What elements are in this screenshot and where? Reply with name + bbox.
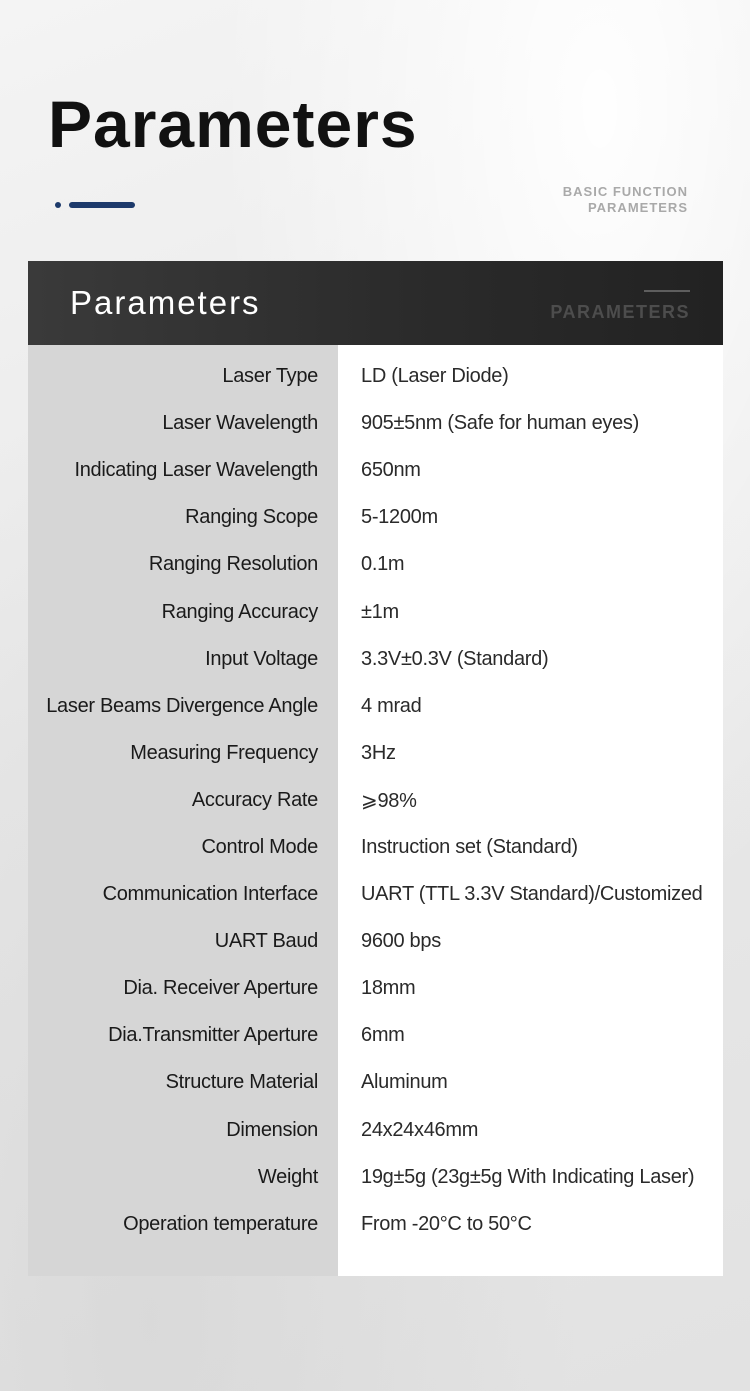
spec-label: Ranging Resolution xyxy=(148,553,318,576)
spec-value: 6mm xyxy=(361,1024,405,1047)
spec-value: ⩾98% xyxy=(361,789,417,812)
spec-row xyxy=(28,777,723,824)
spec-row xyxy=(28,1201,723,1248)
spec-label: Communication Interface xyxy=(102,883,318,906)
spec-row xyxy=(28,447,723,494)
panel-subtitle: PARAMETERS xyxy=(550,302,690,322)
spec-row xyxy=(28,400,723,447)
spec-value: 19g±5g (23g±5g With Indicating Laser) xyxy=(361,1165,695,1188)
spec-row xyxy=(28,636,723,683)
spec-label: Laser Beams Divergence Angle xyxy=(46,694,318,717)
spec-row xyxy=(28,353,723,400)
spec-row xyxy=(28,1012,723,1059)
spec-row xyxy=(28,683,723,730)
spec-label: Input Voltage xyxy=(205,647,318,670)
spec-row xyxy=(28,588,723,635)
spec-label: Control Mode xyxy=(201,835,318,858)
spec-label: Dia. Receiver Aperture xyxy=(123,977,318,1000)
spec-label: UART Baud xyxy=(214,930,318,953)
spec-value: 905±5nm (Safe for human eyes) xyxy=(361,412,639,435)
spec-value: 18mm xyxy=(361,977,416,1000)
spec-label: Indicating Laser Wavelength xyxy=(74,459,318,482)
spec-value: 24x24x46mm xyxy=(361,1118,479,1141)
spec-table xyxy=(28,345,723,1248)
section-subtitle xyxy=(563,184,688,216)
spec-row xyxy=(28,1154,723,1201)
spec-row xyxy=(28,965,723,1012)
page-title: Parameters xyxy=(48,87,418,161)
spec-label: Ranging Accuracy xyxy=(161,600,318,623)
spec-value: ±1m xyxy=(361,600,399,623)
spec-row xyxy=(28,730,723,777)
spec-row xyxy=(28,1059,723,1106)
spec-value: Instruction set (Standard) xyxy=(361,835,578,858)
panel-header-rule xyxy=(644,290,690,292)
spec-label: Operation temperature xyxy=(123,1212,318,1235)
section-subtitle-line-1: BASIC FUNCTION xyxy=(562,184,688,199)
spec-label: Accuracy Rate xyxy=(191,788,318,811)
spec-value: From -20°C to 50°C xyxy=(361,1212,532,1235)
spec-label: Ranging Scope xyxy=(185,506,318,529)
spec-row xyxy=(28,824,723,871)
spec-row xyxy=(28,494,723,541)
spec-label: Structure Material xyxy=(165,1071,318,1094)
spec-row xyxy=(28,541,723,588)
panel-title: Parameters xyxy=(70,284,261,321)
spec-label: Weight xyxy=(257,1165,318,1188)
spec-row xyxy=(28,1107,723,1154)
parameters-panel xyxy=(28,261,723,1276)
spec-value: LD (Laser Diode) xyxy=(361,365,509,388)
spec-value: 4 mrad xyxy=(361,694,422,717)
spec-value: 3.3V±0.3V (Standard) xyxy=(361,647,549,670)
spec-value: UART (TTL 3.3V Standard)/Customized xyxy=(361,883,703,906)
spec-label: Laser Type xyxy=(222,365,318,388)
spec-label: Dimension xyxy=(226,1118,318,1141)
panel-header xyxy=(28,261,723,345)
spec-value: 3Hz xyxy=(361,741,396,764)
section-subtitle-line-2: PARAMETERS xyxy=(587,200,688,215)
spec-value: 5-1200m xyxy=(361,506,438,529)
accent-line xyxy=(69,202,135,208)
spec-row xyxy=(28,871,723,918)
spec-label: Dia.Transmitter Aperture xyxy=(108,1024,318,1047)
spec-value: Aluminum xyxy=(361,1071,448,1094)
spec-label: Laser Wavelength xyxy=(162,412,318,435)
spec-value: 0.1m xyxy=(361,553,405,576)
spec-value: 9600 bps xyxy=(361,930,441,953)
spec-row xyxy=(28,918,723,965)
spec-label: Measuring Frequency xyxy=(130,741,318,764)
spec-value: 650nm xyxy=(361,459,421,482)
accent-dot xyxy=(55,202,61,208)
